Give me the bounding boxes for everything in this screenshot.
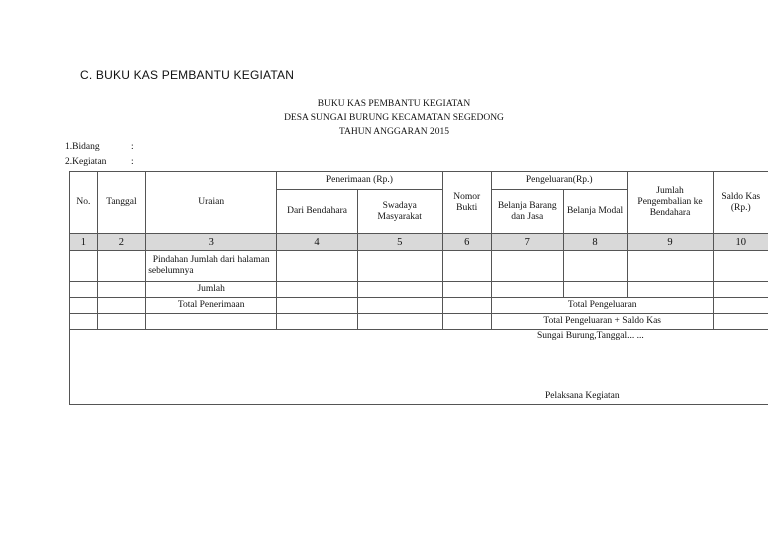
header-nomor-bukti: Nomor Bukti xyxy=(442,172,491,234)
field-bidang-colon: : xyxy=(131,142,134,152)
table-cell xyxy=(97,282,146,298)
table-cell xyxy=(627,282,713,298)
table-row-pindahan xyxy=(70,251,768,282)
row-label-total-pengeluaran-saldo: Total Pengeluaran + Saldo Kas xyxy=(491,314,713,330)
signature-role: Pelaksana Kegiatan xyxy=(545,391,620,401)
row-label-total-penerimaan: Total Penerimaan xyxy=(146,298,277,314)
table-cell xyxy=(277,298,358,314)
header-no: No. xyxy=(70,172,98,234)
table-cell xyxy=(563,282,627,298)
header-jumlah-pengembalian: Jumlah Pengembalian ke Bendahara xyxy=(627,172,713,234)
column-number: 7 xyxy=(491,234,563,251)
header-dari-bendahara: Dari Bendahara xyxy=(277,190,358,234)
row-label-total-pengeluaran: Total Pengeluaran xyxy=(491,298,713,314)
table-cell xyxy=(713,282,768,298)
row-label-pindahan: Pindahan Jumlah dari halaman sebelumnya xyxy=(146,251,277,282)
header-swadaya-masyarakat: Swadaya Masyarakat xyxy=(357,190,442,234)
table-cell xyxy=(442,314,491,330)
column-number: 1 xyxy=(70,234,98,251)
table-cell xyxy=(146,314,277,330)
table-cell xyxy=(442,282,491,298)
column-number: 10 xyxy=(713,234,768,251)
table-cell xyxy=(713,251,768,282)
document-title: BUKU KAS PEMBANTU KEGIATAN xyxy=(317,99,471,109)
table-cell xyxy=(491,251,563,282)
row-label-jumlah: Jumlah xyxy=(146,282,277,298)
cash-ledger-table xyxy=(69,171,768,405)
table-cell xyxy=(357,251,442,282)
column-number: 3 xyxy=(146,234,277,251)
field-bidang xyxy=(65,141,134,153)
table-cell xyxy=(357,282,442,298)
column-number: 2 xyxy=(97,234,146,251)
section-title: C. BUKU KAS PEMBANTU KEGIATAN xyxy=(80,68,295,82)
table-cell xyxy=(491,282,563,298)
field-kegiatan xyxy=(65,156,134,168)
table-cell xyxy=(713,314,768,330)
table-cell xyxy=(357,314,442,330)
table-cell xyxy=(70,251,98,282)
table-cell xyxy=(442,298,491,314)
table-row-total xyxy=(70,298,768,314)
signature-block xyxy=(70,330,768,405)
table-cell xyxy=(97,298,146,314)
table-cell xyxy=(97,314,146,330)
table-cell xyxy=(357,298,442,314)
table-cell xyxy=(70,298,98,314)
table-cell xyxy=(277,251,358,282)
table-cell xyxy=(627,251,713,282)
header-uraian: Uraian xyxy=(146,172,277,234)
table-row-total-saldo xyxy=(70,314,768,330)
table-cell xyxy=(277,314,358,330)
signature-place-date: Sungai Burung,Tanggal... ... xyxy=(537,331,644,341)
document-fiscal-year: TAHUN ANGGARAN 2015 xyxy=(338,127,450,137)
column-number: 6 xyxy=(442,234,491,251)
column-number: 4 xyxy=(277,234,358,251)
table-row-jumlah xyxy=(70,282,768,298)
table-cell xyxy=(442,251,491,282)
document-subtitle-village: DESA SUNGAI BURUNG KECAMATAN SEGEDONG xyxy=(284,113,504,123)
header-belanja-barang-jasa: Belanja Barang dan Jasa xyxy=(491,190,563,234)
header-tanggal: Tanggal xyxy=(97,172,146,234)
header-saldo-kas: Saldo Kas (Rp.) xyxy=(713,172,768,234)
field-bidang-label: 1.Bidang xyxy=(65,142,100,152)
table-cell xyxy=(563,251,627,282)
column-number: 9 xyxy=(627,234,713,251)
table-cell xyxy=(713,298,768,314)
table-cell xyxy=(70,282,98,298)
column-number: 5 xyxy=(357,234,442,251)
column-number: 8 xyxy=(563,234,627,251)
table-cell xyxy=(97,251,146,282)
signature-row xyxy=(70,330,768,405)
field-kegiatan-label: 2.Kegiatan xyxy=(65,157,107,167)
header-belanja-modal: Belanja Modal xyxy=(563,190,627,234)
header-pengeluaran: Pengeluaran(Rp.) xyxy=(491,172,627,190)
table-cell xyxy=(277,282,358,298)
header-penerimaan: Penerimaan (Rp.) xyxy=(277,172,442,190)
column-number-row xyxy=(70,234,768,251)
table-cell xyxy=(70,314,98,330)
field-kegiatan-colon: : xyxy=(131,157,134,167)
